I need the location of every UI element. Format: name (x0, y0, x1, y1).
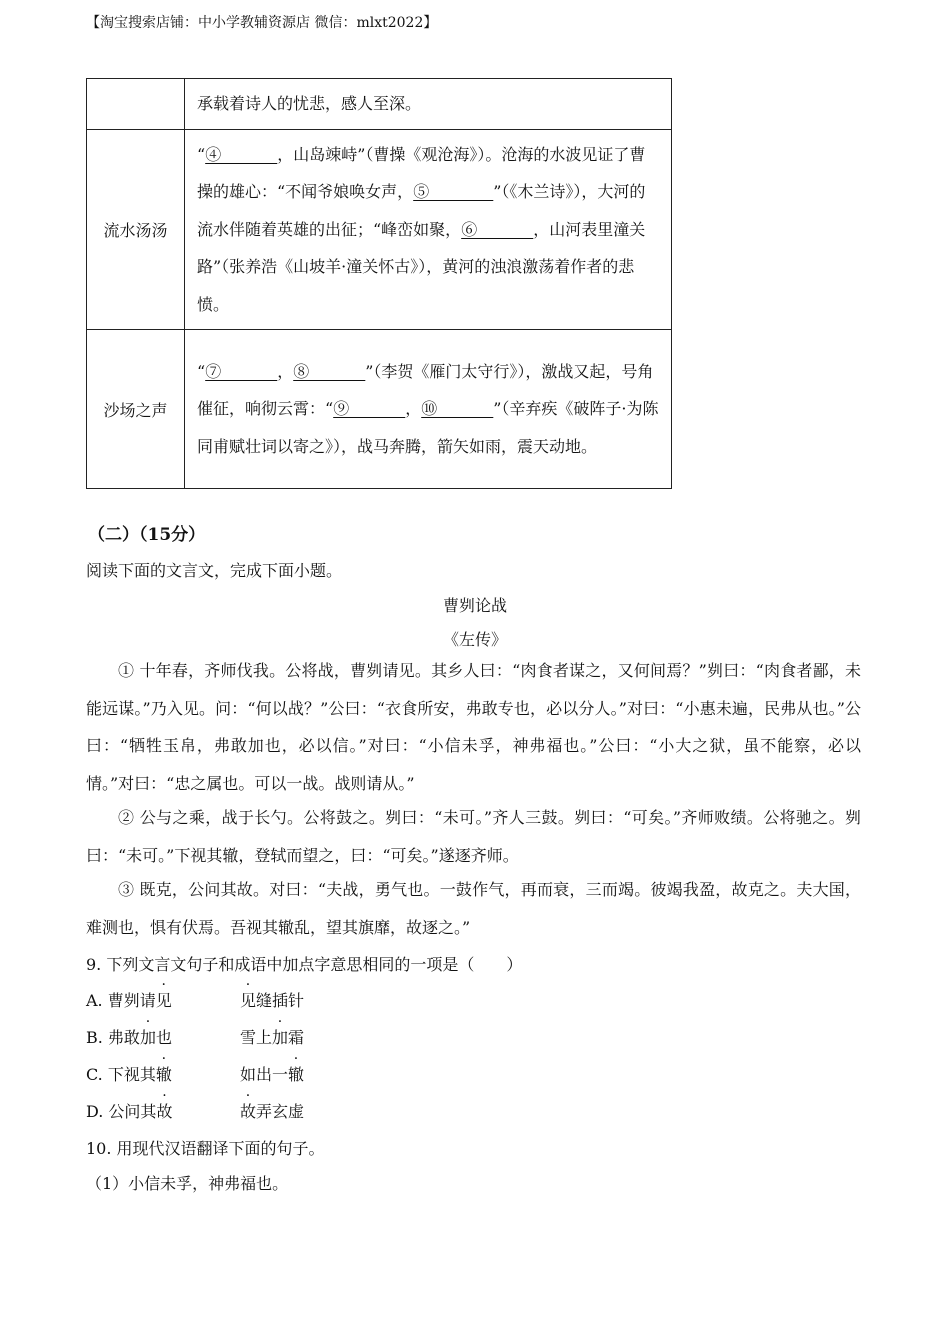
option-text: A. 曹刿请 (86, 991, 156, 1010)
poetry-table (86, 78, 672, 489)
option-text: 雪上 (240, 1028, 273, 1047)
content-cell: 承载着诗人的忧悲，感人至深。 (185, 79, 672, 130)
blank-8: ⑧_______ (293, 361, 366, 381)
idiom-c (240, 1062, 304, 1085)
text-fragment: ”（李贺《雁门太守行》），激战又起，号角催征，响彻云霄：“ (197, 361, 654, 419)
idiom-d (240, 1099, 304, 1122)
dotted-char: 见 (240, 991, 257, 1010)
dotted-char: 辙 (288, 1065, 305, 1084)
text-fragment: ， (277, 361, 294, 381)
dotted-char: 辙 (155, 1065, 172, 1084)
text-fragment: ”（辛弃疾《破阵子·为陈同甫赋壮词以寄之》），战马奔腾，箭矢如雨，震天动地。 (197, 399, 659, 456)
text-fragment: “ (197, 144, 206, 164)
option-text: C. 下视其 (86, 1065, 156, 1084)
theme-cell (87, 79, 185, 130)
dotted-char: 故 (240, 1102, 257, 1121)
table-row (87, 129, 672, 330)
content-cell (185, 330, 672, 489)
classical-paragraph-2: ② 公与之乘，战于长勺。公将鼓之。刿曰：“未可。”齐人三鼓。刿曰：“可矣。”齐师败绩。公将驰之。刿曰：“未可。”下视其辙，登轼而望之，曰：“可矣。”遂逐齐师。 (86, 808, 861, 865)
idiom-b (240, 1025, 304, 1048)
blank-6: ⑥_______ (461, 219, 534, 239)
question-9-stem: 9. 下列文言文句子和成语中加点字意思相同的一项是（ ） (86, 955, 523, 974)
option-text: D. 公问其 (86, 1102, 157, 1121)
classical-title: 曹刿论战 (442, 596, 507, 615)
option-text: B. 弗敢 (86, 1028, 140, 1047)
idiom-a (240, 988, 304, 1011)
section-title: （二）（15分） (88, 525, 206, 545)
option-c (86, 1062, 305, 1085)
option-d (86, 1099, 305, 1122)
table-row (87, 79, 672, 130)
page-header: 【淘宝搜索店铺：中小学教辅资源店 微信：mlxt2022】 (86, 15, 438, 31)
blank-4: ④_______ (205, 144, 278, 164)
dotted-char: 加 (272, 1028, 289, 1047)
blank-7: ⑦_______ (205, 361, 278, 381)
question-10-stem: 10. 用现代汉语翻译下面的句子。 (86, 1139, 325, 1158)
text-fragment: ， (405, 399, 422, 419)
option-a (86, 988, 305, 1011)
dotted-char: 加 (139, 1028, 156, 1047)
option-text: 弄玄虚 (256, 1102, 305, 1121)
text-fragment: ，山岛竦峙”（曹操《观沧海》）。沧海的水波见证了曹操的雄心：“不闻爷娘唤女声， (197, 144, 646, 201)
option-b (86, 1025, 305, 1048)
blank-10: ⑩_______ (421, 399, 494, 419)
section-instruction: 阅读下面的文言文，完成下面小题。 (86, 561, 343, 580)
blank-5: ⑤________ (413, 182, 494, 201)
text-fragment: “ (197, 361, 206, 381)
option-text: 霜 (288, 1028, 305, 1047)
text-fragment: ”（《木兰诗》），大河的流水伴随着英雄的出征；“峰峦如聚， (197, 182, 646, 239)
option-text: 缝插针 (256, 991, 305, 1010)
dotted-char: 见 (155, 991, 172, 1010)
classical-paragraph-3: ③ 既克，公问其故。对曰：“夫战，勇气也。一鼓作气，再而衰，三而竭。彼竭我盈，故克之。夫大国，难测也，惧有伏焉。吾视其辙乱，望其旗靡，故逐之。” (86, 880, 861, 937)
theme-cell: 流水汤汤 (87, 129, 185, 330)
question-10-sub-1: （1）小信未孚，神弗福也。 (86, 1174, 289, 1193)
text-fragment: ，山河表里潼关路”（张养浩《山坡羊·潼关怀古》），黄河的浊浪激荡着作者的悲愤。 (197, 219, 646, 314)
table-row (87, 330, 672, 489)
classical-source: 《左传》 (442, 630, 507, 649)
dotted-char: 故 (156, 1102, 173, 1121)
content-cell (185, 129, 672, 330)
blank-9: ⑨_______ (333, 399, 406, 419)
option-text: 也 (155, 1028, 172, 1047)
option-text: 如出一 (240, 1065, 289, 1084)
classical-paragraph-1: ① 十年春，齐师伐我。公将战，曹刿请见。其乡人曰：“肉食者谋之，又何间焉？”刿曰：“肉食者鄙，未能远谋。”乃入见。问：“何以战？”公曰：“衣食所安，弗敢专也，必以分人。”对曰：“小惠未遍，民弗从也。”公曰：“牺牲玉帛，弗敢加也，必以信。”对曰：“小信未孚，神弗福也。”公曰：“小大之狱，虽不能察，必以情。”对曰：“忠之属也。可以一战。战则请从。” (86, 661, 861, 793)
theme-cell: 沙场之声 (87, 330, 185, 489)
